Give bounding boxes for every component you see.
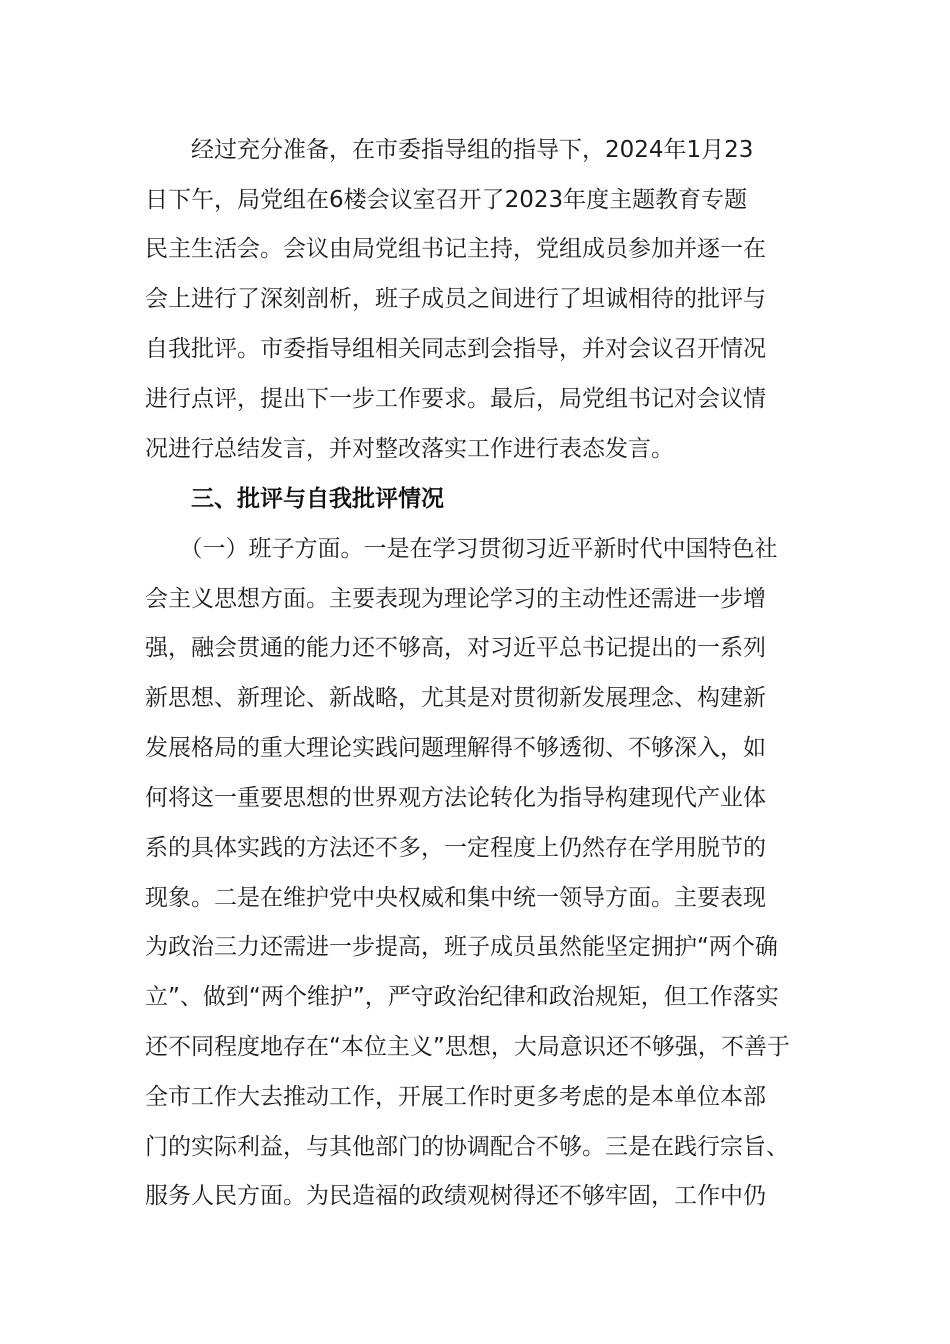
paragraph-line: 系的具体实践的方法还不多，一定程度上仍然存在学用脱节的 [145, 835, 766, 861]
paragraph-line: 日下午，局党组在6楼会议室召开了2023年度主题教育专题 [145, 187, 748, 213]
paragraph-line: 会上进行了深刻剖析，班子成员之间进行了坦诚相待的批评与 [145, 286, 766, 312]
paragraph-line: （一）班子方面。一是在学习贯彻习近平新时代中国特色社 [145, 536, 778, 562]
section-heading: 三、批评与自我批评情况 [145, 486, 444, 512]
paragraph-line: 会主义思想方面。主要表现为理论学习的主动性还需进一步增 [145, 586, 766, 612]
paragraph-line: 立”、做到“两个维护”，严守政治纪律和政治规矩，但工作落实 [145, 984, 779, 1010]
paragraph-line: 况进行总结发言，并对整改落实工作进行表态发言。 [145, 436, 674, 462]
paragraph-line: 发展格局的重大理论实践问题理解得不够透彻、不够深入，如 [145, 735, 766, 761]
paragraph-line: 现象。二是在维护党中央权威和集中统一领导方面。主要表现 [145, 885, 766, 911]
paragraph-line: 服务人民方面。为民造福的政绩观树得还不够牢固，工作中仍 [145, 1183, 766, 1209]
paragraph-line: 民主生活会。会议由局党组书记主持，党组成员参加并逐一在 [145, 236, 766, 262]
paragraph-line: 还不同程度地存在“本位主义”思想，大局意识还不够强，不善于 [145, 1034, 790, 1060]
paragraph-line: 为政治三力还需进一步提高，班子成员虽然能坚定拥护“两个确 [145, 934, 778, 960]
paragraph-line: 全市工作大去推动工作，开展工作时更多考虑的是本单位本部 [145, 1084, 766, 1110]
paragraph-line: 新思想、新理论、新战略，尤其是对贯彻新发展理念、构建新 [145, 685, 766, 711]
paragraph-line: 自我批评。市委指导组相关同志到会指导，并对会议召开情况 [145, 336, 766, 362]
paragraph-line: 经过充分准备，在市委指导组的指导下，2024年1月23 [145, 137, 754, 163]
paragraph-line: 门的实际利益，与其他部门的协调配合不够。三是在践行宗旨、 [145, 1134, 789, 1160]
paragraph-line: 强，融会贯通的能力还不够高，对习近平总书记提出的一系列 [145, 635, 766, 661]
paragraph-line: 进行点评，提出下一步工作要求。最后，局党组书记对会议情 [145, 386, 766, 412]
paragraph-line: 何将这一重要思想的世界观方法论转化为指导构建现代产业体 [145, 785, 766, 811]
